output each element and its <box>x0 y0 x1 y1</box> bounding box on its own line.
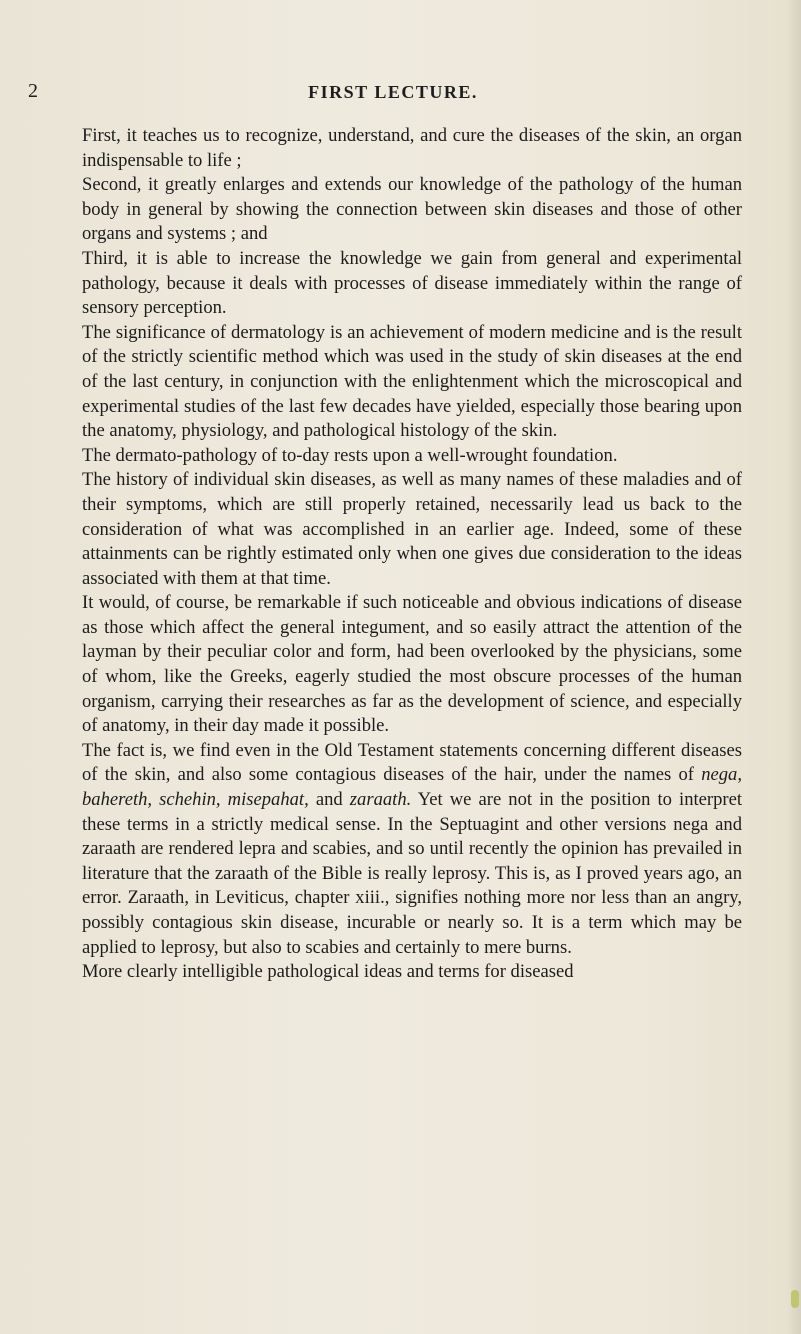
paragraph-third: Third, it is able to increase the knowledge we gain from general and experimental pathology, because it deals with processes of disease immediately within the range of sensory perception. <box>82 247 742 319</box>
paragraph-first: First, it teaches us to recognize, understand, and cure the diseases of the skin, an organ indispensable to life ; <box>82 125 742 171</box>
testament-intro: The fact is, we find even in the Old Testament statements concerning different diseases of the skin, and also some contagious diseases of the hair, under the names of <box>82 739 742 786</box>
paragraph-foundation: The dermato-pathology of to-day rests upon a well-wrought foundation. <box>82 444 618 466</box>
testament-terms: nega, bahereth, schehin, misepahat, <box>82 764 742 811</box>
paragraph-second: Second, it greatly enlarges and extends our knowledge of the pathology of the human body in general by showing the connection between skin diseases and those of other organs and systems ; and <box>82 174 742 245</box>
paragraph-testament <box>82 739 742 960</box>
paragraph-history: The history of individual skin diseases, as well as many names of these maladies and of their symptoms, which are still properly retained, necessarily lead us back to the consideration of what was accomplished in an earlier age. Indeed, some of these attainments can be rightly estimated only when one gives due consideration to the ideas associated with them at that time. <box>82 469 742 589</box>
testament-zaraath: zaraath. <box>349 789 412 811</box>
testament-rest: Yet we are not in the position to interpret these terms in a strictly medical sense. In the Septuagint and other versions nega and zaraath are rendered lepra and scabies, and so until recently the opinion has prevailed in literature that the zaraath of the Bible is really leprosy. This is, as I proved years ago, an error. Zaraath, in Leviticus, chapter xiii., signifies nothing more nor less than an angry, possibly contagious skin disease, incurable or nearly so. It is a term which may be applied to leprosy, but also to scabies and certainly to mere burns. <box>82 789 743 958</box>
page-edge-shadow <box>787 0 801 1334</box>
paragraph-significance: The significance of dermatology is an achievement of modern medicine and is the result of the strictly scientific method which was used in the study of skin diseases at the end of the last century, in conjunction with the enlightenment which the microscopical and experimental studies of the last few decades have yielded, especially those bearing upon the anatomy, physiology, and pathological histology of the skin. <box>82 321 742 442</box>
page-number: 2 <box>28 80 39 102</box>
paragraph-greeks: It would, of course, be remarkable if such noticeable and obvious indications of disease as those which affect the general integument, and so easily attract the attention of the layman by their peculiar color and form, had been overlooked by the physicians, some of whom, like the Greeks, eagerly studied the most obscure processes of the human organism, carrying their researches as far as the development of science, and especially of anatomy, in their day made it possible. <box>82 592 742 737</box>
running-title: FIRST LECTURE. <box>308 82 478 102</box>
edge-mark <box>791 1290 799 1308</box>
paragraph-final: More clearly intelligible pathological ideas and terms for diseased <box>82 961 574 983</box>
testament-and: and <box>315 789 343 811</box>
page-header <box>28 80 758 104</box>
body-text <box>82 124 742 985</box>
